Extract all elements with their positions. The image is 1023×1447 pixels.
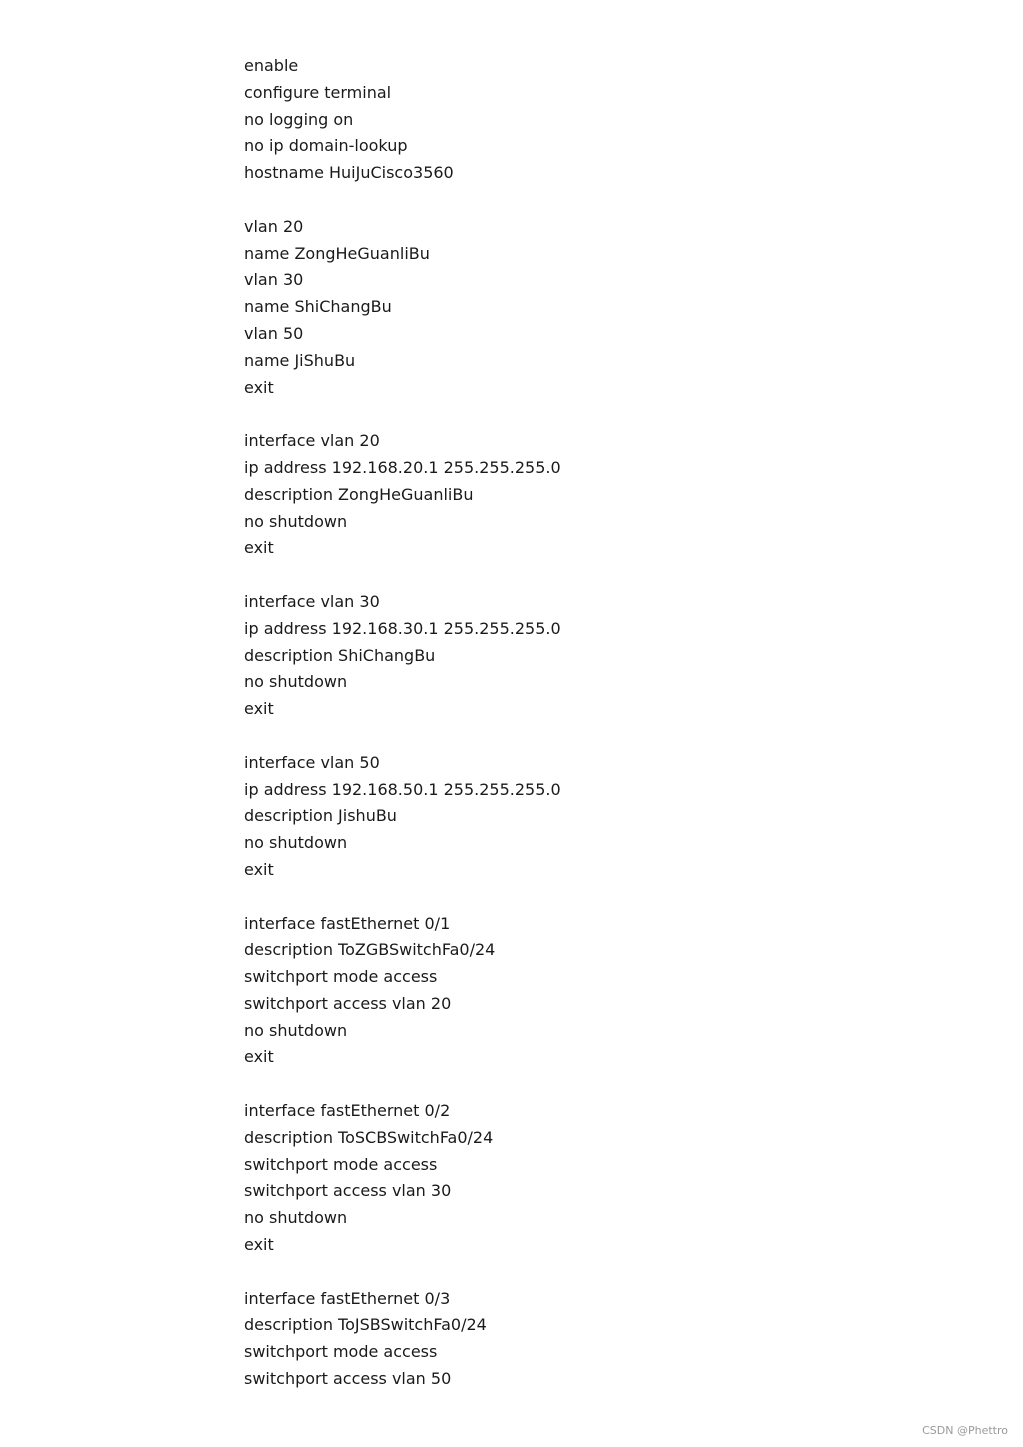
config-line: switchport mode access xyxy=(244,967,438,987)
blank-line xyxy=(244,401,944,428)
config-line: vlan 20 xyxy=(244,216,304,236)
config-line: interface vlan 30 xyxy=(244,591,380,611)
config-line: ip address 192.168.20.1 255.255.255.0 xyxy=(244,457,561,477)
blank-line xyxy=(244,884,944,911)
blank-line xyxy=(244,562,944,589)
config-line: description ToZGBSwitchFa0/24 xyxy=(244,940,496,960)
config-line: name ZongHeGuanliBu xyxy=(244,243,430,263)
config-line: no ip domain-lookup xyxy=(244,136,408,156)
config-line: no shutdown xyxy=(244,1020,348,1040)
config-line: switchport mode access xyxy=(244,1154,438,1174)
config-line: vlan 30 xyxy=(244,270,304,290)
config-line: no logging on xyxy=(244,109,354,129)
config-line: description ShiChangBu xyxy=(244,645,436,665)
config-document xyxy=(244,53,944,1393)
config-line: exit xyxy=(244,1047,274,1067)
config-line: description JishuBu xyxy=(244,806,397,826)
config-line: no shutdown xyxy=(244,833,348,853)
config-line: exit xyxy=(244,859,274,879)
config-line: ip address 192.168.50.1 255.255.255.0 xyxy=(244,779,561,799)
config-line: switchport access vlan 30 xyxy=(244,1181,452,1201)
blank-line xyxy=(244,1259,944,1286)
config-line: ip address 192.168.30.1 255.255.255.0 xyxy=(244,618,561,638)
blank-line xyxy=(244,723,944,750)
config-line: exit xyxy=(244,699,274,719)
config-line: exit xyxy=(244,538,274,558)
config-line: description ZongHeGuanliBu xyxy=(244,484,474,504)
config-line: name JiShuBu xyxy=(244,350,356,370)
config-line: interface vlan 50 xyxy=(244,752,380,772)
config-line: description ToSCBSwitchFa0/24 xyxy=(244,1127,494,1147)
config-line: vlan 50 xyxy=(244,323,304,343)
blank-line xyxy=(244,1071,944,1098)
config-line: configure terminal xyxy=(244,82,392,102)
config-line: name ShiChangBu xyxy=(244,297,392,317)
config-line: switchport mode access xyxy=(244,1342,438,1362)
config-line: no shutdown xyxy=(244,672,348,692)
config-line: interface fastEthernet 0/1 xyxy=(244,913,451,933)
config-line: enable xyxy=(244,56,299,75)
config-line: no shutdown xyxy=(244,511,348,531)
config-line: switchport access vlan 50 xyxy=(244,1369,452,1389)
config-line: exit xyxy=(244,377,274,397)
watermark: CSDN @Phettro xyxy=(922,1424,1008,1437)
config-line: no shutdown xyxy=(244,1208,348,1228)
blank-line xyxy=(244,187,944,214)
config-line: description ToJSBSwitchFa0/24 xyxy=(244,1315,487,1335)
config-line: switchport access vlan 20 xyxy=(244,993,452,1013)
config-line: exit xyxy=(244,1235,274,1255)
config-line: interface fastEthernet 0/2 xyxy=(244,1101,451,1121)
config-line: interface vlan 20 xyxy=(244,431,380,451)
config-line: hostname HuiJuCisco3560 xyxy=(244,163,454,183)
config-line: interface fastEthernet 0/3 xyxy=(244,1288,451,1308)
